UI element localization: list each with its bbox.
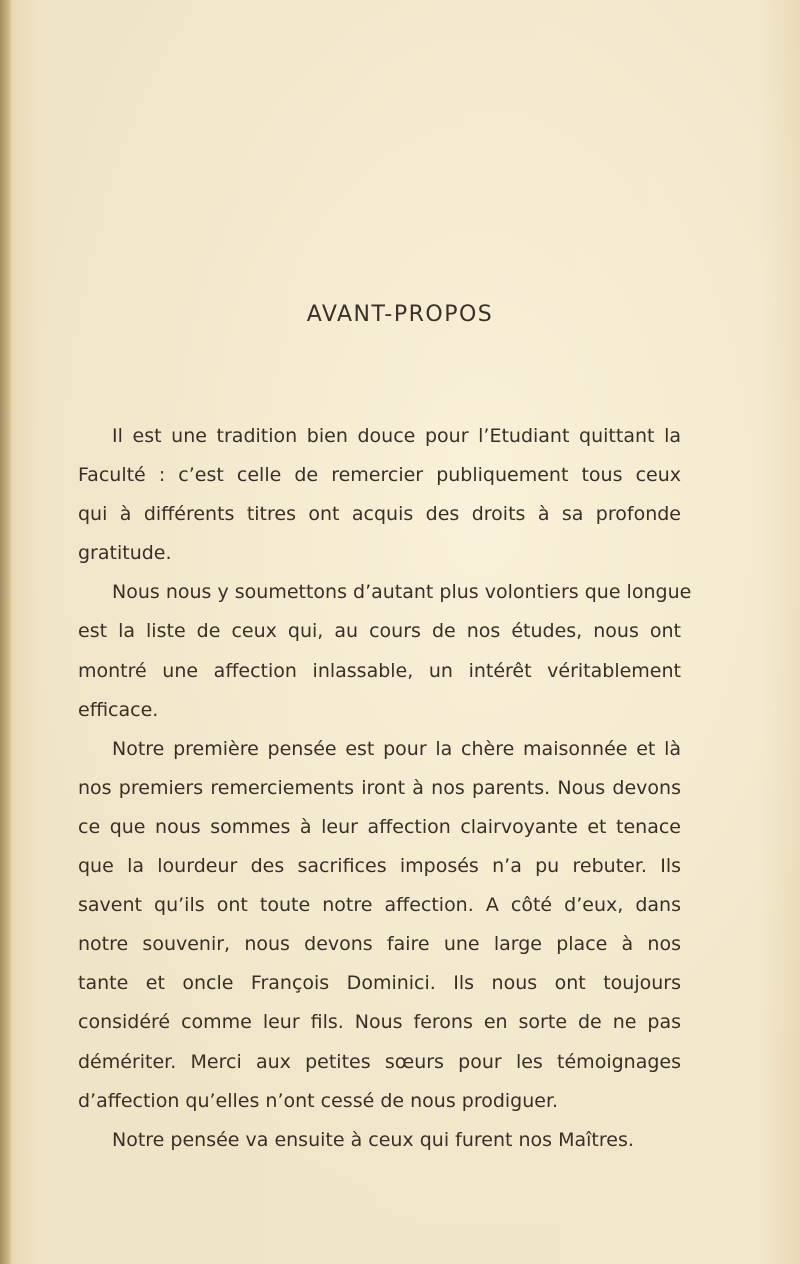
text-line: considéré comme leur fils. Nous ferons en sorte de ne pas [78, 1011, 681, 1034]
text-line: montré une affection inlassable, un intérêt véritablement [78, 659, 681, 682]
text-line: nos premiers remerciements iront à nos parents. Nous devons [78, 776, 681, 799]
text-line: d’affection qu’elles n’ont cessé de nous prodiguer. [78, 1089, 559, 1112]
text-line: ce que nous sommes à leur affection clairvoyante et tenace [78, 815, 681, 838]
text-line: savent qu’ils ont toute notre affection. A côté d’eux, dans [78, 894, 681, 917]
text-line: Nous nous y soumettons d’autant plus volontiers que longue [112, 581, 692, 604]
page-title: AVANT-PROPOS [306, 302, 494, 327]
text-line: qui à différents titres ont acquis des droits à sa profonde [78, 503, 681, 526]
text-line: est la liste de ceux qui, au cours de nos études, nous ont [78, 620, 681, 643]
text-line: tante et oncle François Dominici. Ils nous ont toujours [78, 972, 681, 995]
text-line: gratitude. [78, 542, 172, 565]
text-line: Faculté : c’est celle de remercier publiquement tous ceux [78, 464, 681, 487]
page-binding-edge [0, 0, 12, 1264]
text-line: que la lourdeur des sacrifices imposés n’a pu rebuter. Ils [78, 855, 681, 878]
foreword-body [78, 417, 692, 1160]
text-line: efficace. [78, 698, 159, 721]
text-line: notre souvenir, nous devons faire une large place à nos [78, 933, 681, 956]
text-line: Notre première pensée est pour la chère maisonnée et là [112, 737, 681, 760]
text-line: Notre pensée va ensuite à ceux qui furent nos Maîtres. [112, 1128, 634, 1151]
text-line: démériter. Merci aux petites sœurs pour les témoignages [78, 1050, 681, 1073]
text-line: Il est une tradition bien douce pour l’Etudiant quittant la [112, 425, 681, 447]
